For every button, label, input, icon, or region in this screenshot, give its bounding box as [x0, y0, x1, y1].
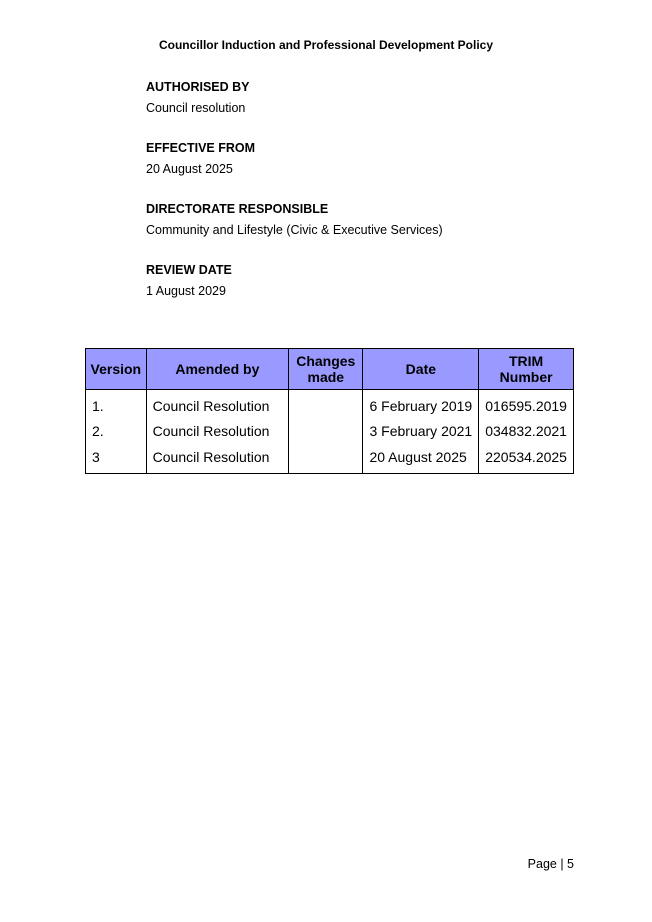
trim-number-cell: 034832.2021 — [479, 418, 574, 443]
date-cell: 6 February 2019 — [363, 390, 479, 419]
section-value: 1 August 2029 — [146, 284, 226, 298]
amended-by-column-header: Amended by — [146, 349, 288, 390]
trim-header-line2: Number — [499, 369, 553, 385]
date-cell: 20 August 2025 — [363, 443, 479, 474]
section-value: Community and Lifestyle (Civic & Executive Services) — [146, 223, 443, 237]
section-heading: REVIEW DATE — [146, 263, 232, 277]
amended-by-cell: Council Resolution — [146, 418, 288, 443]
table-row — [86, 390, 574, 419]
version-cell: 1. — [86, 390, 147, 419]
version-cell: 2. — [86, 418, 147, 443]
changes-made-column-header — [289, 349, 363, 390]
directorate-responsible-section — [146, 201, 576, 238]
changes-header-line2: made — [307, 369, 345, 385]
changes-made-cell — [289, 390, 363, 419]
page-number: Page | 5 — [527, 857, 574, 871]
version-column-header: Version — [86, 349, 147, 390]
section-heading: DIRECTORATE RESPONSIBLE — [146, 202, 329, 216]
trim-number-cell: 220534.2025 — [479, 443, 574, 474]
changes-made-cell — [289, 443, 363, 474]
effective-from-section — [146, 140, 576, 177]
version-history-table — [85, 348, 574, 474]
date-column-header: Date — [363, 349, 479, 390]
section-heading: AUTHORISED BY — [146, 80, 250, 94]
table-header-row — [86, 349, 574, 390]
trim-number-column-header — [479, 349, 574, 390]
section-heading: EFFECTIVE FROM — [146, 141, 256, 155]
amended-by-cell: Council Resolution — [146, 443, 288, 474]
date-cell: 3 February 2021 — [363, 418, 479, 443]
changes-header-line1: Changes — [296, 353, 356, 369]
trim-header-line1: TRIM — [509, 353, 544, 369]
amended-by-cell: Council Resolution — [146, 390, 288, 419]
authorised-by-section — [146, 79, 576, 116]
review-date-section — [146, 262, 576, 299]
table-row — [86, 418, 574, 443]
version-cell: 3 — [86, 443, 147, 474]
section-value: 20 August 2025 — [146, 162, 233, 176]
changes-made-cell — [289, 418, 363, 443]
document-header-title: Councillor Induction and Professional Development Policy — [158, 38, 494, 52]
trim-number-cell: 016595.2019 — [479, 390, 574, 419]
section-value: Council resolution — [146, 101, 246, 115]
table-row — [86, 443, 574, 474]
